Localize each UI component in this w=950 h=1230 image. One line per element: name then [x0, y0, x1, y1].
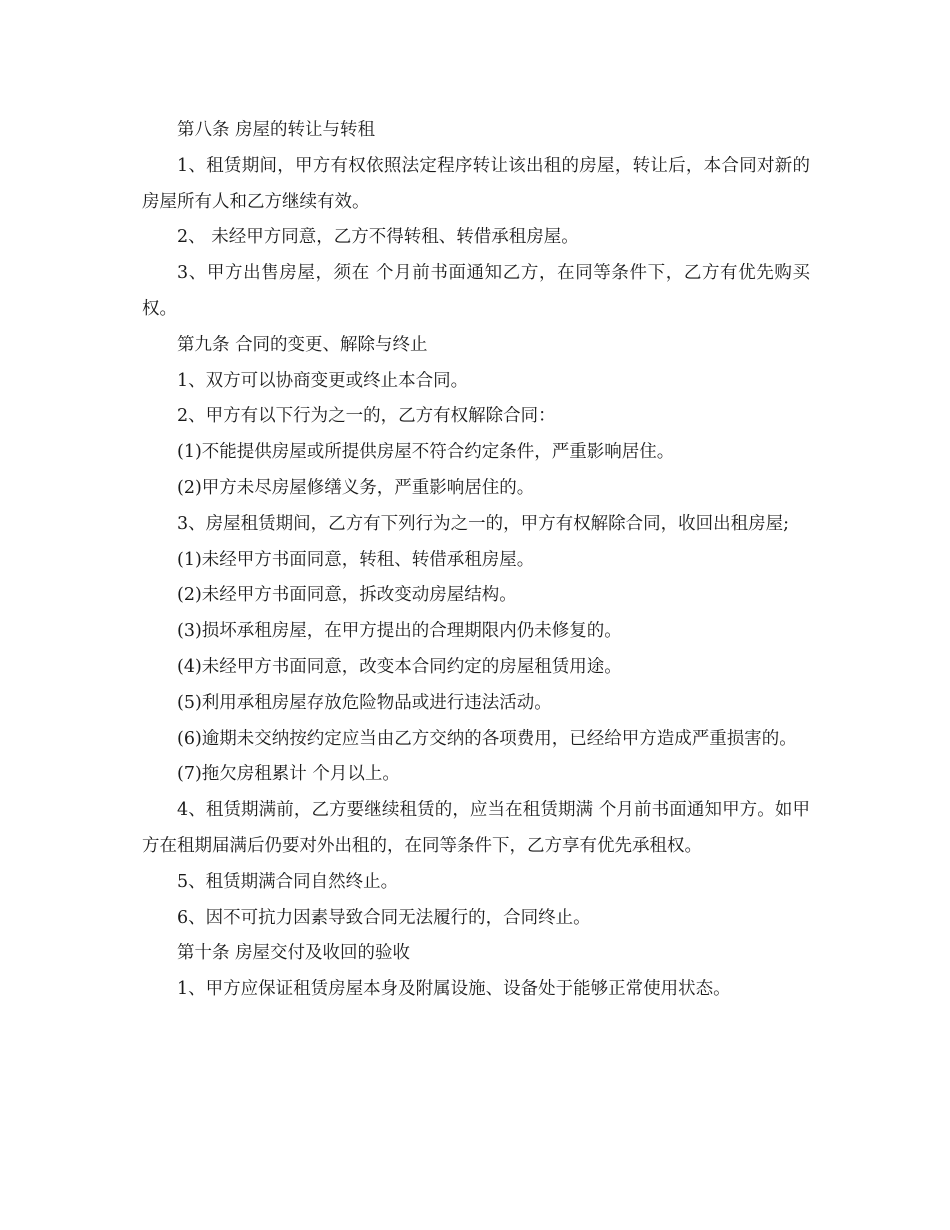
article-9-clause-3-item-7: (7)拖欠房租累计 个月以上。 — [177, 764, 400, 785]
article-9-clause-3-item-2: (2)未经甲方书面同意，拆改变动房屋结构。 — [177, 585, 517, 606]
article-8-clause-2: 2、 未经甲方同意，乙方不得转租、转借承租房屋。 — [177, 227, 579, 248]
article-9-clause-3-item-5: (5)利用承租房屋存放危险物品或进行违法活动。 — [177, 692, 552, 713]
article-9-clause-2-item-2: (2)甲方未尽房屋修缮义务，严重影响居住的。 — [177, 477, 535, 498]
article-9-clause-3: 3、房屋租赁期间，乙方有下列行为之一的，甲方有权解除合同，收回出租房屋; — [177, 513, 790, 534]
article-9-clause-3-item-3: (3)损坏承租房屋，在甲方提出的合理期限内仍未修复的。 — [177, 621, 622, 642]
article-9-clause-3-item-6: (6)逾期未交纳按约定应当由乙方交纳的各项费用，已经给甲方造成严重损害的。 — [177, 728, 797, 749]
article-9-clause-2: 2、甲方有以下行为之一的，乙方有权解除合同： — [177, 406, 556, 427]
article-8-clause-1: 1、租赁期间，甲方有权依照法定程序转让该出租的房屋，转让后，本合同对新的房屋所有人和乙方继续有效。 — [142, 155, 810, 212]
article-9-heading: 第九条 合同的变更、解除与终止 — [177, 334, 428, 355]
article-8-clause-3: 3、甲方出售房屋，须在 个月前书面通知乙方，在同等条件下，乙方有优先购买权。 — [142, 263, 810, 319]
article-10-clause-1: 1、甲方应保证租赁房屋本身及附属设施、设备处于能够正常使用状态。 — [177, 979, 731, 1000]
article-8-heading: 第八条 房屋的转让与转租 — [177, 120, 376, 140]
document-body — [142, 113, 810, 1008]
article-9-clause-6: 6、因不可抗力因素导致合同无法履行的，合同终止。 — [177, 907, 591, 928]
article-10-heading: 第十条 房屋交付及收回的验收 — [177, 943, 411, 964]
article-9-clause-5: 5、租赁期满合同自然终止。 — [177, 871, 399, 892]
article-9-clause-2-item-1: (1)不能提供房屋或所提供房屋不符合约定条件，严重影响居住。 — [177, 442, 675, 463]
article-9-clause-3-item-1: (1)未经甲方书面同意，转租、转借承租房屋。 — [177, 549, 535, 570]
article-9-clause-4: 4、租赁期满前，乙方要继续租赁的，应当在租赁期满 个月前书面通知甲方。如甲方在租期届满后仍要对外出租的，在同等条件下，乙方享有优先承租权。 — [142, 800, 810, 856]
article-9-clause-1: 1、双方可以协商变更或终止本合同。 — [177, 370, 469, 391]
article-9-clause-3-item-4: (4)未经甲方书面同意，改变本合同约定的房屋租赁用途。 — [177, 656, 622, 677]
